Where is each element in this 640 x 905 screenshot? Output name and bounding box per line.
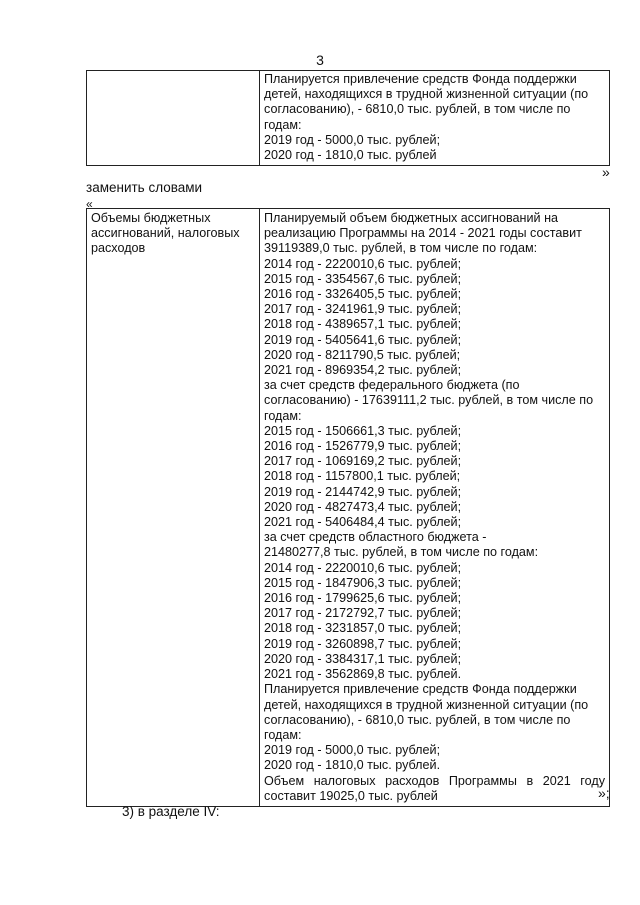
resources-label-cell — [87, 209, 260, 807]
table-line: детей, находящихся в трудной жизненной ситуации (по — [264, 87, 589, 102]
table-line: 2020 год - 3384317,1 тыс. рублей; — [264, 651, 462, 666]
table-line: 2018 год - 3231857,0 тыс. рублей; — [264, 621, 462, 636]
resources-value-cell — [260, 209, 610, 807]
closing-quote-semicolon: »; — [598, 785, 610, 801]
table-line: годам: — [264, 727, 302, 742]
table-line: реализацию Программы на 2014 - 2021 годы составит — [264, 226, 582, 241]
closing-quote: » — [602, 164, 610, 180]
table-line: 2016 год - 1799625,6 тыс. рублей; — [264, 591, 462, 606]
top-table-right-cell — [260, 71, 610, 166]
table-line: 2015 год - 3354567,6 тыс. рублей; — [264, 271, 462, 286]
table-line: 2021 год - 3562869,8 тыс. рублей. — [264, 667, 462, 682]
table-line: 2018 год - 4389657,1 тыс. рублей; — [264, 317, 462, 332]
table-line: 2020 год - 1810,0 тыс. рублей — [264, 148, 437, 163]
opening-quote: « — [86, 197, 93, 211]
table-line: 2019 год - 2144742,9 тыс. рублей; — [264, 484, 462, 499]
resources-label-line: расходов — [91, 241, 146, 256]
resources-label-line: ассигнований, налоговых — [91, 226, 240, 241]
table-line: 2017 год - 3241961,9 тыс. рублей; — [264, 302, 462, 317]
table-line: Объем налоговых расходов Программы в 2021 году — [264, 773, 605, 788]
table-line: 2019 год - 5000,0 тыс. рублей; — [264, 132, 441, 147]
table-line: годам: — [264, 117, 302, 132]
table-line: 2019 год - 3260898,7 тыс. рублей; — [264, 636, 462, 651]
table-line: годам: — [264, 408, 302, 423]
table-line: 2016 год - 3326405,5 тыс. рублей; — [264, 287, 462, 302]
table-line: 21480277,8 тыс. рублей, в том числе по годам: — [264, 545, 539, 560]
replace-words-text: заменить словами — [86, 180, 203, 195]
table-line: 2015 год - 1506661,3 тыс. рублей; — [264, 423, 462, 438]
table-line: 2019 год - 5000,0 тыс. рублей; — [264, 743, 441, 758]
table-line: 2015 год - 1847906,3 тыс. рублей; — [264, 575, 462, 590]
table-line: 2016 год - 1526779,9 тыс. рублей; — [264, 439, 462, 454]
table-line: 2017 год - 2172792,7 тыс. рублей; — [264, 606, 462, 621]
table-line: за счет средств областного бюджета - — [264, 530, 487, 545]
table-line: 2017 год - 1069169,2 тыс. рублей; — [264, 454, 462, 469]
table-line: согласованию) - 17639111,2 тыс. рублей, в том числе по — [264, 393, 594, 408]
table-line: 2021 год - 8969354,2 тыс. рублей; — [264, 363, 462, 378]
table-line: Планируется привлечение средств Фонда поддержки — [264, 682, 577, 697]
section-item-text: 3) в разделе IV: — [122, 804, 220, 819]
table-line: Планируется привлечение средств Фонда поддержки — [264, 72, 577, 86]
resources-label-line: Объемы бюджетных — [91, 211, 211, 225]
table-line: Планируемый объем бюджетных ассигнований на — [264, 211, 559, 225]
table-line: за счет средств федерального бюджета (по — [264, 378, 520, 393]
table-line: 2020 год - 1810,0 тыс. рублей. — [264, 758, 441, 773]
table-line: составит 19025,0 тыс. рублей — [264, 788, 438, 803]
table-line: 2014 год - 2220010,6 тыс. рублей; — [264, 560, 462, 575]
table-line: 2020 год - 4827473,4 тыс. рублей; — [264, 499, 462, 514]
top-table-left-cell — [87, 71, 260, 166]
main-table — [86, 208, 610, 807]
table-line: 39119389,0 тыс. рублей, в том числе по годам: — [264, 241, 538, 256]
top-table-fragment — [86, 70, 610, 166]
table-line: 2020 год - 8211790,5 тыс. рублей; — [264, 347, 461, 362]
table-line: согласованию), - 6810,0 тыс. рублей, в том числе по — [264, 712, 571, 727]
table-line: 2019 год - 5405641,6 тыс. рублей; — [264, 332, 462, 347]
table-line: детей, находящихся в трудной жизненной ситуации (по — [264, 697, 589, 712]
page-number: 3 — [316, 52, 324, 68]
table-line: 2014 год - 2220010,6 тыс. рублей; — [264, 256, 462, 271]
table-line: 2021 год - 5406484,4 тыс. рублей; — [264, 515, 462, 530]
table-line: согласованию), - 6810,0 тыс. рублей, в том числе по — [264, 102, 571, 117]
table-line: 2018 год - 1157800,1 тыс. рублей; — [264, 469, 461, 484]
